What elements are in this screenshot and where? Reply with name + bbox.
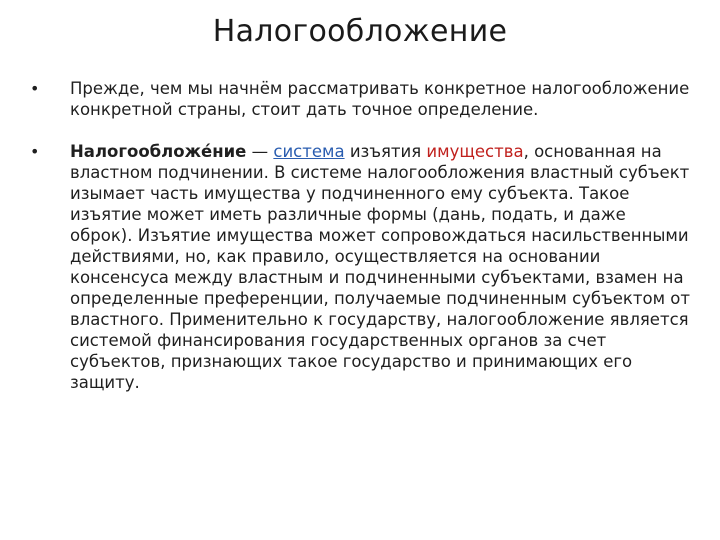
link-system[interactable]: система	[273, 142, 345, 161]
definition-rest: , основанная на властном подчинении. В системе налогообложения властный субъект изымает часть имущества у подчиненного ему субъекта. Такое изъятие может иметь различные формы (дань, подать, и даже оброк). Изъятие имущества может сопровождаться насильственными действиями, но, как правило, осуществляется на основании консенсуса между властным и подчиненными субъектами, взамен на определенные преференции, получаемые подчиненным субъектом от властного. Применительно к государству, налогообложение является системой финансирования государственных органов за счет субъектов, признающих такое государство и принимающих его защиту.	[70, 142, 690, 392]
bullet-intro-text: Прежде, чем мы начнём рассматривать конкретное налогообложение конкретной страны, стоит дать точное определение.	[70, 79, 690, 119]
definition-between: изъятия	[344, 142, 427, 161]
bullet-marker: •	[30, 79, 40, 98]
bullet-definition	[30, 141, 690, 393]
definition-term: Налогообложе́ние	[70, 142, 247, 161]
bullet-list	[30, 78, 690, 393]
bullet-intro	[30, 78, 690, 120]
definition-dash: —	[246, 142, 274, 161]
bullet-marker: •	[30, 142, 40, 161]
slide-title: Налогообложение	[212, 14, 508, 49]
link-property[interactable]: имущества	[426, 142, 524, 161]
